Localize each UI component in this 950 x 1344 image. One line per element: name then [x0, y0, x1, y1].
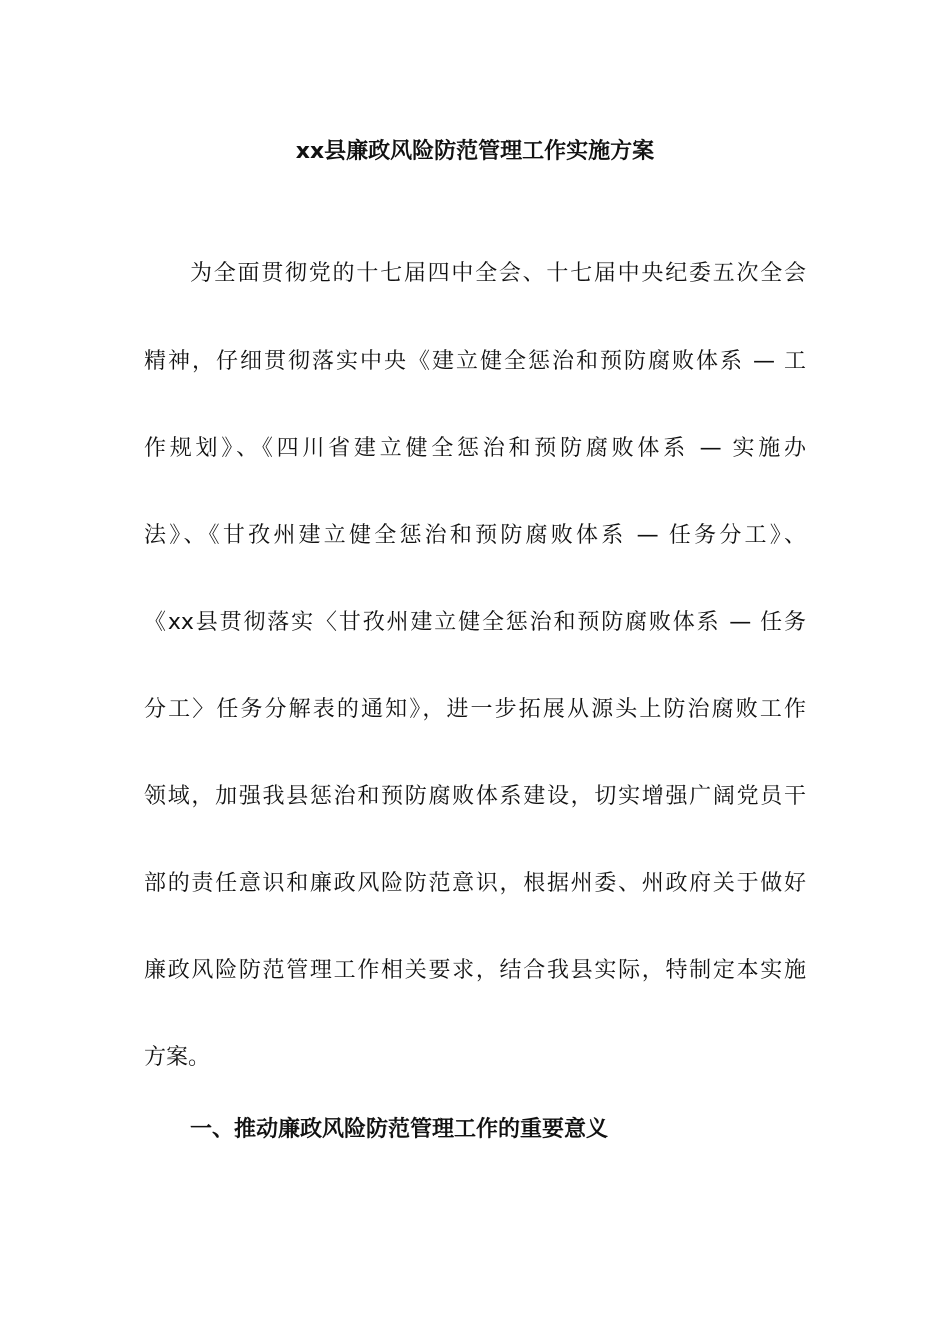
document-title: xx县廉政风险防范管理工作实施方案 [295, 139, 655, 164]
paragraph-line-4: 法》、《甘孜州建立健全惩治和预防腐败体系 — 任务分工》、 [144, 523, 806, 548]
paragraph-line-9: 廉政风险防范管理工作相关要求，结合我县实际，特制定本实施 [144, 958, 806, 983]
paragraph-line-5: 《xx县贯彻落实〈甘孜州建立健全惩治和预防腐败体系 — 任务 [144, 610, 806, 635]
paragraph-line-10: 方案。 [144, 1045, 211, 1070]
paragraph-line-2: 精神，仔细贯彻落实中央《建立健全惩治和预防腐败体系 — 工 [144, 349, 806, 374]
paragraph-line-1: 为全面贯彻党的十七届四中全会、十七届中央纪委五次全会 [190, 261, 806, 286]
paragraph-line-6: 分工〉任务分解表的通知》，进一步拓展从源头上防治腐败工作 [144, 697, 806, 722]
section-heading-1: 一、推动廉政风险防范管理工作的重要意义 [190, 1117, 609, 1142]
paragraph-line-7: 领域，加强我县惩治和预防腐败体系建设，切实增强广阔党员干 [144, 784, 806, 809]
paragraph-line-3: 作规划》、《四川省建立健全惩治和预防腐败体系 — 实施办 [144, 436, 806, 461]
paragraph-line-8: 部的责任意识和廉政风险防范意识，根据州委、州政府关于做好 [144, 871, 806, 896]
